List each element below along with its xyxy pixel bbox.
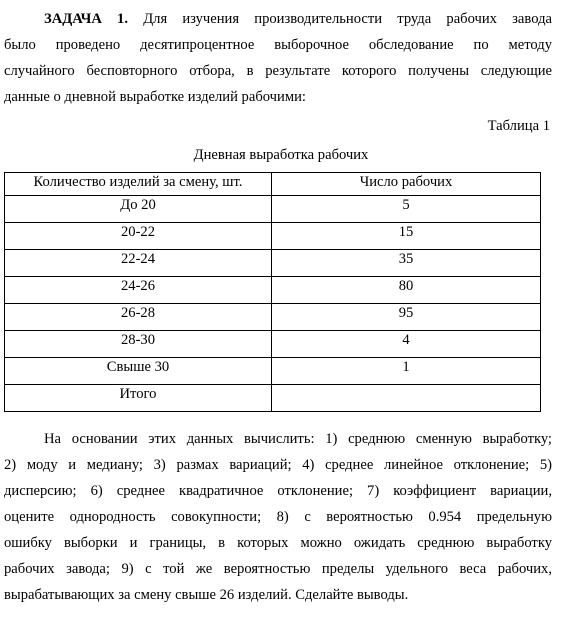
cell-count: 15 xyxy=(272,223,541,250)
table-row xyxy=(5,358,541,385)
cell-range: Свыше 30 xyxy=(5,358,272,385)
cell-count: 4 xyxy=(272,331,541,358)
tasks-line-3: дисперсию; 6) среднее квадратичное отклонение; 7) коэффициент вариации, xyxy=(4,483,552,499)
cell-range: 26-28 xyxy=(5,304,272,331)
cell-count: 80 xyxy=(272,277,541,304)
intro-paragraph xyxy=(4,6,552,110)
intro-line-1 xyxy=(4,6,552,32)
cell-count: 95 xyxy=(272,304,541,331)
task-heading: ЗАДАЧА 1. xyxy=(44,11,128,27)
table-number: Таблица 1 xyxy=(487,118,550,134)
tasks-line-2: 2) моду и медиану; 3) размах вариаций; 4) среднее линейное отклонение; 5) xyxy=(4,457,552,473)
cell-count: 5 xyxy=(272,196,541,223)
intro-line-2: было проведено десятипроцентное выборочное обследование по методу xyxy=(4,37,552,53)
cell-range: 24-26 xyxy=(5,277,272,304)
header-quantity: Количество изделий за смену, шт. xyxy=(5,173,272,196)
header-workers: Число рабочих xyxy=(272,173,541,196)
cell-total-label: Итого xyxy=(5,385,272,412)
intro-line-3: случайного бесповторного отбора, в результате которого получены следующие xyxy=(4,63,552,79)
table-row xyxy=(5,250,541,277)
table-row-total xyxy=(5,385,541,412)
table-row xyxy=(5,331,541,358)
cell-range: До 20 xyxy=(5,196,272,223)
cell-range: 28-30 xyxy=(5,331,272,358)
table-row xyxy=(5,196,541,223)
cell-range: 22-24 xyxy=(5,250,272,277)
tasks-line-7: вырабатывающих за смену свыше 26 изделий. Сделайте выводы. xyxy=(4,587,409,603)
tasks-paragraph xyxy=(4,426,552,608)
table-title: Дневная выработка рабочих xyxy=(193,147,369,163)
table-row xyxy=(5,223,541,250)
tasks-line-1: На основании этих данных вычислить: 1) среднюю сменную выработку; xyxy=(44,431,552,447)
table-header-row xyxy=(5,173,541,196)
output-table xyxy=(4,172,541,412)
tasks-line-4: оцените однородность совокупности; 8) с вероятностью 0.954 предельную xyxy=(4,509,552,525)
table-row xyxy=(5,304,541,331)
cell-total-value xyxy=(272,385,541,412)
tasks-line-6: рабочих завода; 9) с той же вероятностью пределы удельного веса рабочих, xyxy=(4,561,552,577)
intro-line-4: данные о дневной выработке изделий рабочими: xyxy=(4,89,306,105)
table-row xyxy=(5,277,541,304)
tasks-line-5: ошибку выборки и границы, в которых можно ожидать среднюю выработку xyxy=(4,535,552,551)
cell-count: 35 xyxy=(272,250,541,277)
cell-count: 1 xyxy=(272,358,541,385)
cell-range: 20-22 xyxy=(5,223,272,250)
intro-text-1: Для изучения производительности труда рабочих завода xyxy=(143,11,552,27)
